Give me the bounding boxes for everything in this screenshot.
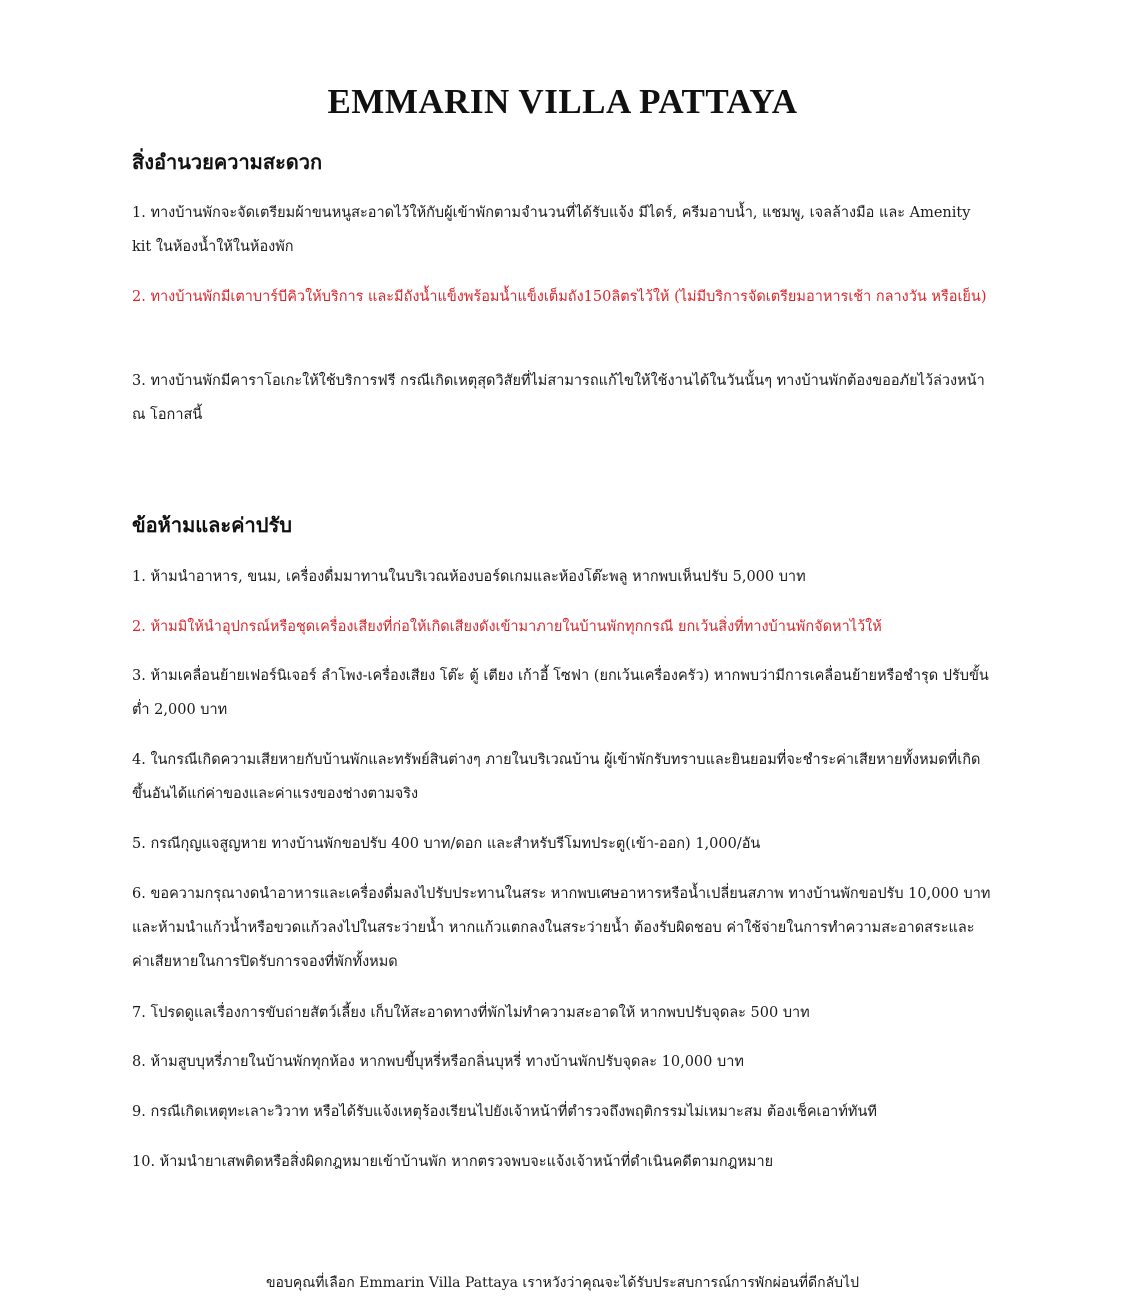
footer-thanks: ขอบคุณที่เลือก Emmarin Villa Pattaya เราหวังว่าคุณจะได้รับประสบการณ์การพักผ่อนที่ดีกลับไป [265, 1275, 859, 1291]
document-title: EMMARIN VILLA PATTAYA [327, 82, 798, 121]
amenities-heading: สิ่งอำนวยความสะดวก [132, 150, 323, 174]
rule-item-9: 9. กรณีเกิดเหตุทะเลาะวิวาท หรือได้รับแจ้งเหตุร้องเรียนไปยังเจ้าหน้าที่ตำรวจถึงพฤติกรรมไม่เหมาะสม ต้องเช็คเอาท์ทันที [132, 1104, 877, 1120]
rule-item-6: 6. ขอความกรุณางดนำอาหารและเครื่องดื่มลงไปรับประทานในสระ หากพบเศษอาหารหรือน้ำเปลี่ยนสภาพ ทางบ้านพักขอปรับ 10,000 บาท และห้ามนำแก้วน้ำหรือขวดแก้วลงไปในสระว่ายน้ำ หากแก้วแตกลงในสระว่ายน้ำ ต้องรับผิดชอบ ค่าใช้จ่ายในการทำความสะอาดสระและค่าเสียหายในการปิดรับการจองที่พักทั้งหมด [132, 886, 991, 970]
amenity-item-2: 2. ทางบ้านพักมีเตาบาร์บีคิวให้บริการ และมีถังน้ำแข็งพร้อมน้ำแข็งเต็มถัง150ลิตรไว้ให้ (ไม่มีบริการจัดเตรียมอาหารเช้า กลางวัน หรือเย็น) [132, 289, 987, 305]
rule-item-5: 5. กรณีกุญแจสูญหาย ทางบ้านพักขอปรับ 400 บาท/ดอก และสำหรับรีโมทประตู(เข้า-ออก) 1,000/อัน [132, 836, 761, 852]
rule-item-2: 2. ห้ามมิให้นำอุปกรณ์หรือชุดเครื่องเสียงที่ก่อให้เกิดเสียงดังเข้ามาภายในบ้านพักทุกกรณี ยกเว้นสิ่งที่ทางบ้านพักจัดหาไว้ให้ [132, 619, 882, 635]
amenity-item-1: 1. ทางบ้านพักจะจัดเตรียมผ้าขนหนูสะอาดไว้ให้กับผู้เข้าพักตามจำนวนที่ได้รับแจ้ง มีไดร์, ครีมอาบน้ำ, แชมพู, เจลล้างมือ และ Amenity kit ในห้องน้ำให้ในห้องพัก [132, 205, 971, 255]
rule-item-10: 10. ห้ามนำยาเสพติดหรือสิ่งผิดกฎหมายเข้าบ้านพัก หากตรวจพบจะแจ้งเจ้าหน้าที่ดำเนินคดีตามกฎหมาย [132, 1154, 774, 1170]
rules-heading: ข้อห้ามและค่าปรับ [132, 513, 292, 537]
amenity-item-3: 3. ทางบ้านพักมีคาราโอเกะให้ใช้บริการฟรี กรณีเกิดเหตุสุดวิสัยที่ไม่สามารถแก้ไขให้ใช้งานได้ในวันนั้นๆ ทางบ้านพักต้องขออภัยไว้ล่วงหน้า ณ โอกาสนี้ [132, 373, 985, 423]
rule-item-7: 7. โปรดดูแลเรื่องการขับถ่ายสัตว์เลี้ยง เก็บให้สะอาดทางที่พักไม่ทำความสะอาดให้ หากพบปรับจุดละ 500 บาท [132, 1005, 810, 1021]
rule-item-8: 8. ห้ามสูบบุหรี่ภายในบ้านพักทุกห้อง หากพบขี้บุหรี่หรือกลิ่นบุหรี่ ทางบ้านพักปรับจุดละ 10,000 บาท [132, 1054, 744, 1070]
rule-item-1: 1. ห้ามนำอาหาร, ขนม, เครื่องดื่มมาทานในบริเวณห้องบอร์ดเกมและห้องโต๊ะพลู หากพบเห็นปรับ 5,000 บาท [132, 569, 806, 585]
rule-item-3: 3. ห้ามเคลื่อนย้ายเฟอร์นิเจอร์ ลำโพง-เครื่องเสียง โต๊ะ ตู้ เตียง เก้าอี้ โซฟา (ยกเว้นเครื่องครัว) หากพบว่ามีการเคลื่อนย้ายหรือชำรุด ปรับขั้นต่ำ 2,000 บาท [132, 668, 989, 718]
rule-item-4: 4. ในกรณีเกิดความเสียหายกับบ้านพักและทรัพย์สินต่างๆ ภายในบริเวณบ้าน ผู้เข้าพักรับทราบและยินยอมที่จะชำระค่าเสียหายทั้งหมดที่เกิดขึ้นอันได้แก่ค่าของและค่าแรงของช่างตามจริง [132, 752, 981, 802]
